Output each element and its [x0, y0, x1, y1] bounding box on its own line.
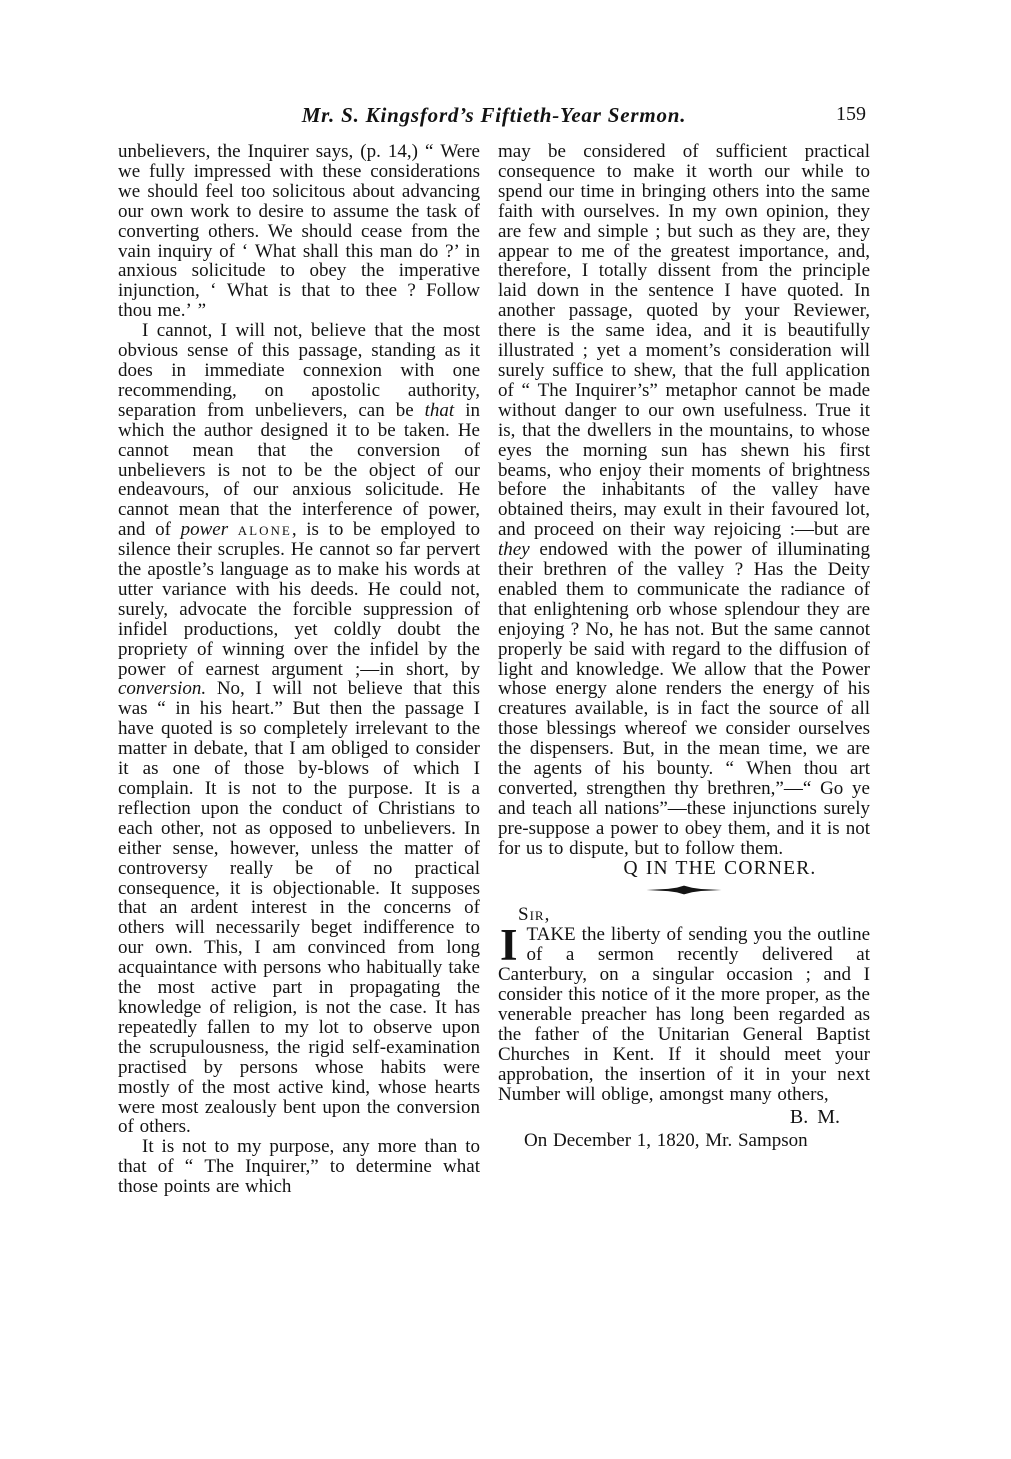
paragraph-continuation: may be considered of sufficient practical consequence to make it worth our while to spend our time in bringing others into the same faith with ourselves. In my own opinion, they are few and simple ; but such as they are, they appear to me of the greatest importance, and, therefore, I totally dissent from the principle laid down in the sentence I have quoted. In another passage, quoted by your Reviewer, there is the same idea, and it is beautifully illustrated ; yet a moment’s consideration will surely suffice to shew, that the full application of “ The Inquirer’s” metaphor cannot be made without danger to our own usefulness. True it is, that the dwellers in the mountains, to whose eyes the morning sun has shewn his first beams, who enjoy their moments of brightness before the inhabitants of the valley have obtained theirs, may exult in their favoured lot, and proceed on their way rejoicing :—but are they endowed with the power of illuminating their brethren of the valley ? Has the Deity enabled them to communicate the radiance of that enlightening orb whose splendour they are enjoying ? No, he has not. But the same cannot properly be said with regard to the diffusion of light and knowledge. We allow that the Power whose energy alone renders the energy of his creatures available, is in fact the source of all those blessings whereof we consider ourselves the dispensers. But, in the mean time, we are the agents of his bounty. “ When thou art converted, strengthen thy brethren,”—“ Go ye and teach all nations”—these injunctions surely pre-suppose a power to obey them, and it is not for us to dispute, but to follow them.	[498, 141, 870, 859]
paragraph-continuation: unbelievers, the Inquirer says, (p. 14,) “ Were we fully impressed with these considerations we should feel too solicitous about advancing our own work to desire to assume the task of converting others. We should cease from the vain inquiry of ‘ What shall this man do ?’ in anxious solicitude to obey the imperative injunction, ‘ What is that to thee ? Follow thou me.’ ”	[118, 141, 480, 322]
running-title: Mr. S. Kingsford’s Fiftieth-Year Sermon.	[301, 103, 687, 127]
closing-paragraph: On December 1, 1820, Mr. Sampson	[524, 1129, 808, 1151]
spindle-rule-ornament-icon	[646, 884, 722, 896]
section-divider	[498, 884, 870, 896]
paragraph: I cannot, I will not, believe that the most obvious sense of this passage, standing as it does in immediate connexion with one recommending, on apostolic authority, separation from unbelievers, can be that in which the author designed it to be taken. He cannot mean that the conversion of unbelievers is not to be the object of our endeavours, of our anxious solicitude. He cannot mean that the interference of power, and of power alone, is to be employed to silence their scruples. He cannot so far pervert the apostle’s language as to make his words at utter variance with his deeds. He could not, surely, advocate the forcible suppression of infidel productions, yet coldly doubt the propriety of winning over the infidel by the power of earnest argument ;—in short, by conversion. No, I will not believe that this was “ in his heart.” But then the passage I have quoted is so completely irrelevant to the matter in debate, that I am obliged to consider it as one of those by-blows of which I complain. It is not to the purpose. It is a reflection upon the conduct of Christians to each other, not as opposed to unbelievers. In either sense, however, unless the matter of controversy really be of no practical consequence, it is objectionable. It supposes that an ardent interest in the concerns of others will necessarily beget indifference to our own. This, I am convinced from long acquaintance with persons who habitually take the most active part in propagating the knowledge of religion, is not the case. It has repeatedly fallen to my lot to observe upon the scrupulousness, the rigid self-examination practised by persons whose habits were mostly of the most active kind, whose hearts were most zealously bent upon the conversion of others.	[118, 320, 481, 1138]
left-column	[118, 142, 480, 1197]
letter-paragraph	[498, 920, 870, 1105]
right-column	[498, 142, 870, 1150]
page-number: 159	[836, 103, 866, 125]
page-header	[118, 103, 870, 133]
letter-signature: B. M.	[789, 1105, 840, 1128]
paragraph: It is not to my purpose, any more than to that of “ The Inquirer,” to determine what those points are which	[118, 1136, 480, 1198]
letter-body-text: TAKE the liberty of sending you the outline of a sermon recently delivered at Canterbury, on a singular occasion ; and I consider this notice of it the more proper, as the venerable preacher has long been regarded as the father of the Unitarian General Baptist Churches in Kent. If it should meet your approbation, the insertion of it in your next Number will oblige, amongst many others,	[498, 924, 870, 1105]
article-attribution: Q IN THE CORNER.	[623, 857, 817, 879]
letter-salutation: Sir,	[518, 903, 551, 925]
drop-cap: I	[500, 920, 518, 971]
